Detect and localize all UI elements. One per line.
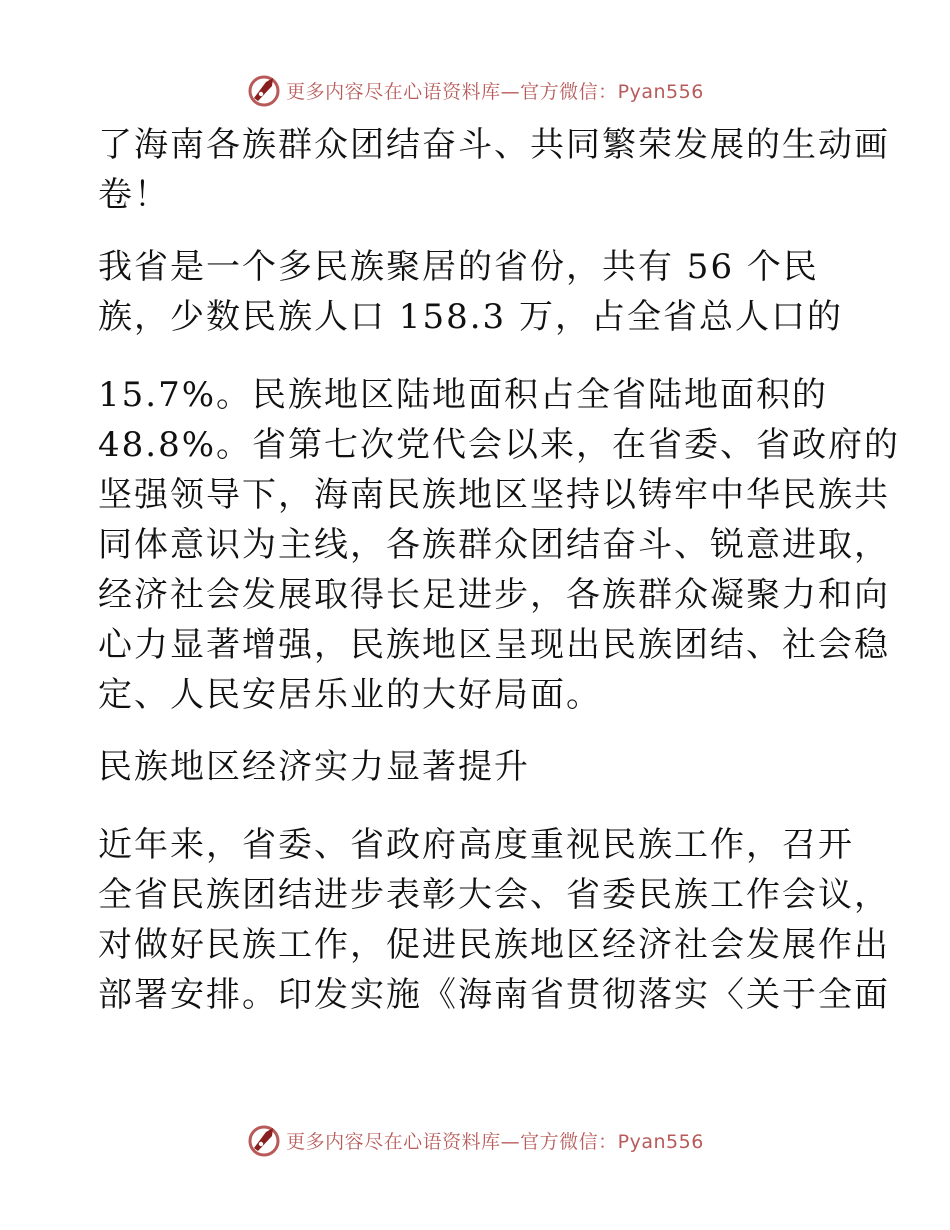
text-line: 我省是一个多民族聚居的省份，共有 56 个民 bbox=[98, 247, 819, 287]
text-line: 近年来，省委、省政府高度重视民族工作，召开 bbox=[98, 825, 854, 865]
footer-watermark bbox=[0, 1120, 950, 1160]
text-line: 同体意识为主线，各族群众团结奋斗、锐意进取， bbox=[98, 525, 890, 565]
text-line: 对做好民族工作，促进民族地区经济社会发展作出 bbox=[98, 925, 890, 965]
text-line: 族，少数民族人口 158.3 万，占全省总人口的 bbox=[98, 297, 843, 337]
document-body bbox=[98, 120, 901, 1020]
text-line: 48.8%。省第七次党代会以来，在省委、省政府的 bbox=[98, 425, 901, 465]
pen-nib-logo-icon bbox=[246, 1122, 282, 1158]
text-line: 心力显著增强，民族地区呈现出民族团结、社会稳 bbox=[98, 625, 890, 665]
section-heading: 民族地区经济实力显著提升 bbox=[98, 747, 530, 787]
text-line: 全省民族团结进步表彰大会、省委民族工作会议， bbox=[98, 875, 890, 915]
text-line: 定、人民安居乐业的大好局面。 bbox=[98, 675, 602, 715]
header-watermark-text: 更多内容尽在心语资料库—官方微信：Pyan556 bbox=[286, 80, 704, 103]
footer-watermark-text: 更多内容尽在心语资料库—官方微信：Pyan556 bbox=[286, 1130, 704, 1153]
text-line: 卷！ bbox=[98, 175, 170, 215]
text-line: 部署安排。印发实施《海南省贯彻落实〈关于全面 bbox=[98, 975, 890, 1015]
pen-nib-logo-icon bbox=[246, 72, 282, 108]
text-line: 经济社会发展取得长足进步，各族群众凝聚力和向 bbox=[98, 575, 890, 615]
text-line: 15.7%。民族地区陆地面积占全省陆地面积的 bbox=[98, 375, 829, 415]
header-watermark bbox=[0, 70, 950, 110]
text-line: 了海南各族群众团结奋斗、共同繁荣发展的生动画 bbox=[98, 125, 890, 165]
text-line: 坚强领导下，海南民族地区坚持以铸牢中华民族共 bbox=[98, 475, 890, 515]
